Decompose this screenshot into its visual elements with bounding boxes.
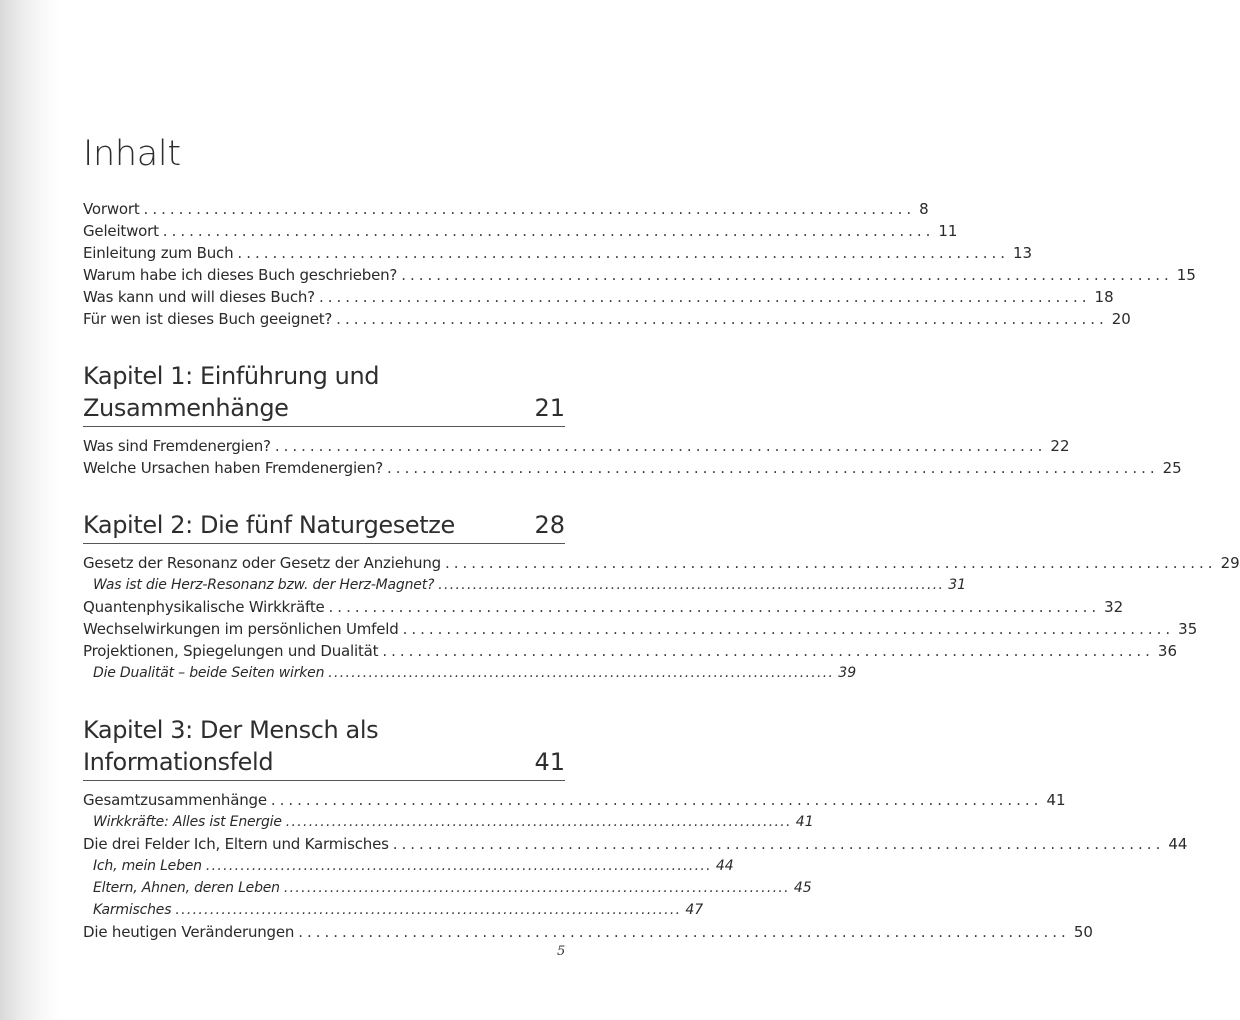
- leader-dots: ........................................................................................: [444, 554, 1217, 572]
- chapter-heading-3[interactable]: [83, 714, 565, 781]
- entry-label: Die drei Felder Ich, Eltern und Karmisches: [83, 835, 389, 853]
- toc-entry[interactable]: [83, 242, 1033, 264]
- chapter-heading-2[interactable]: [83, 509, 565, 544]
- entry-label: Was kann und will dieses Buch?: [83, 288, 315, 306]
- chapter-title-line: Zusammenhänge: [83, 394, 289, 422]
- entry-label: Karmisches: [93, 902, 172, 918]
- intro-entries: [83, 198, 1196, 330]
- toc-subentry[interactable]: [83, 877, 812, 899]
- toc-entry[interactable]: [83, 198, 929, 220]
- leader-dots: ........................................................................................: [285, 814, 792, 830]
- entry-label: Projektionen, Spiegelungen und Dualität: [83, 642, 379, 660]
- toc-entry[interactable]: [83, 286, 1114, 308]
- entry-page: 13: [1013, 244, 1033, 262]
- entry-label: Welche Ursachen haben Fremdenergien?: [83, 459, 384, 477]
- toc-subentry[interactable]: [83, 899, 704, 921]
- entry-label: Wirkkräfte: Alles ist Energie: [93, 814, 282, 830]
- leader-dots: ........................................................................................: [328, 665, 835, 681]
- entry-page: 47: [685, 902, 704, 918]
- entry-label: Gesetz der Resonanz oder Gesetz der Anziehung: [83, 554, 441, 572]
- entry-page: 39: [838, 665, 857, 681]
- entry-page: 44: [715, 858, 734, 874]
- chapter-page: 21: [534, 394, 565, 422]
- leader-dots: ........................................................................................: [298, 923, 1070, 941]
- entry-label: Geleitwort: [83, 222, 159, 240]
- leader-dots: ........................................................................................: [143, 200, 916, 218]
- chapter-page: 28: [534, 511, 565, 539]
- toc-title: Inhalt: [83, 134, 181, 174]
- entry-label: Eltern, Ahnen, deren Leben: [93, 880, 280, 896]
- entry-page: 32: [1104, 598, 1124, 616]
- toc-entry[interactable]: [83, 220, 958, 242]
- chapter-heading-1[interactable]: [83, 360, 565, 427]
- chapter-title-line: Kapitel 1: Einführung und: [83, 362, 380, 390]
- chapter-title: [83, 509, 455, 541]
- entry-page: 36: [1157, 642, 1178, 660]
- leader-dots: ........................................................................................: [162, 222, 935, 240]
- toc-subentry[interactable]: [83, 574, 967, 596]
- entry-page: 15: [1176, 266, 1196, 284]
- entry-label: Die Dualität – beide Seiten wirken: [93, 665, 325, 681]
- chapter-title-line: Kapitel 3: Der Mensch als: [83, 716, 379, 744]
- entry-page: 20: [1111, 310, 1131, 328]
- leader-dots: ........................................................................................: [318, 288, 1091, 306]
- leader-dots: ........................................................................................: [237, 244, 1010, 262]
- toc-subentry[interactable]: [83, 662, 857, 684]
- chapter-3-entries: [83, 789, 1188, 943]
- entry-label: Für wen ist dieses Buch geeignet?: [83, 310, 333, 328]
- entry-page: 35: [1178, 620, 1198, 638]
- toc-entry[interactable]: [83, 308, 1131, 330]
- page-number: 5: [557, 944, 566, 959]
- toc-entry[interactable]: [83, 640, 1178, 662]
- leader-dots: ........................................................................................: [402, 620, 1175, 638]
- entry-page: 11: [938, 222, 958, 240]
- toc-entry[interactable]: [83, 457, 1182, 479]
- toc-entry[interactable]: [83, 921, 1093, 943]
- entry-label: Einleitung zum Buch: [83, 244, 234, 262]
- chapter-title-line: Informationsfeld: [83, 748, 274, 776]
- leader-dots: ........................................................................................: [336, 310, 1108, 328]
- chapter-1-entries: [83, 435, 1182, 479]
- toc-entry[interactable]: [83, 552, 1240, 574]
- leader-dots: ........................................................................................: [175, 902, 682, 918]
- entry-label: Wechselwirkungen im persönlichen Umfeld: [83, 620, 399, 638]
- entry-page: 50: [1073, 923, 1093, 941]
- entry-label: Warum habe ich dieses Buch geschrieben?: [83, 266, 398, 284]
- entry-page: 18: [1094, 288, 1114, 306]
- book-gutter-shadow: [0, 0, 60, 1020]
- entry-label: Die heutigen Veränderungen: [83, 923, 295, 941]
- leader-dots: ........................................................................................: [438, 577, 945, 593]
- leader-dots: ........................................................................................: [270, 791, 1043, 809]
- entry-page: 41: [795, 814, 814, 830]
- entry-page: 29: [1220, 554, 1240, 572]
- leader-dots: ........................................................................................: [387, 459, 1159, 477]
- entry-label: Ich, mein Leben: [93, 858, 202, 874]
- entry-page: 41: [1046, 791, 1066, 809]
- toc-entry[interactable]: [83, 435, 1070, 457]
- toc-entry[interactable]: [83, 618, 1198, 640]
- toc-subentry[interactable]: [83, 855, 734, 877]
- entry-label: Was sind Fremdenergien?: [83, 437, 271, 455]
- toc-entry[interactable]: [83, 264, 1196, 286]
- chapter-title-line: Kapitel 2: Die fünf Naturgesetze: [83, 511, 455, 539]
- entry-page: 22: [1050, 437, 1070, 455]
- leader-dots: ........................................................................................: [392, 835, 1165, 853]
- entry-page: 44: [1168, 835, 1188, 853]
- entry-label: Gesamtzusammenhänge: [83, 791, 267, 809]
- toc-entry[interactable]: [83, 833, 1188, 855]
- chapter-title: [83, 714, 378, 778]
- toc-subentry[interactable]: [83, 811, 814, 833]
- leader-dots: ........................................................................................: [401, 266, 1173, 284]
- chapter-title: [83, 360, 379, 424]
- entry-label: Vorwort: [83, 200, 140, 218]
- entry-page: 45: [793, 880, 812, 896]
- entry-page: 31: [948, 577, 967, 593]
- entry-label: Was ist die Herz-Resonanz bzw. der Herz-Magnet?: [93, 577, 435, 593]
- chapter-2-entries: [83, 552, 1240, 684]
- leader-dots: ........................................................................................: [328, 598, 1101, 616]
- toc-page: [83, 128, 1240, 943]
- entry-label: Quantenphysikalische Wirkkräfte: [83, 598, 325, 616]
- toc-entry[interactable]: [83, 596, 1124, 618]
- toc-entry[interactable]: [83, 789, 1066, 811]
- leader-dots: ........................................................................................: [382, 642, 1154, 660]
- leader-dots: ........................................................................................: [205, 858, 712, 874]
- chapter-page: 41: [534, 748, 565, 776]
- entry-page: 25: [1162, 459, 1182, 477]
- entry-page: 8: [919, 200, 929, 218]
- leader-dots: ........................................................................................: [274, 437, 1047, 455]
- leader-dots: ........................................................................................: [283, 880, 790, 896]
